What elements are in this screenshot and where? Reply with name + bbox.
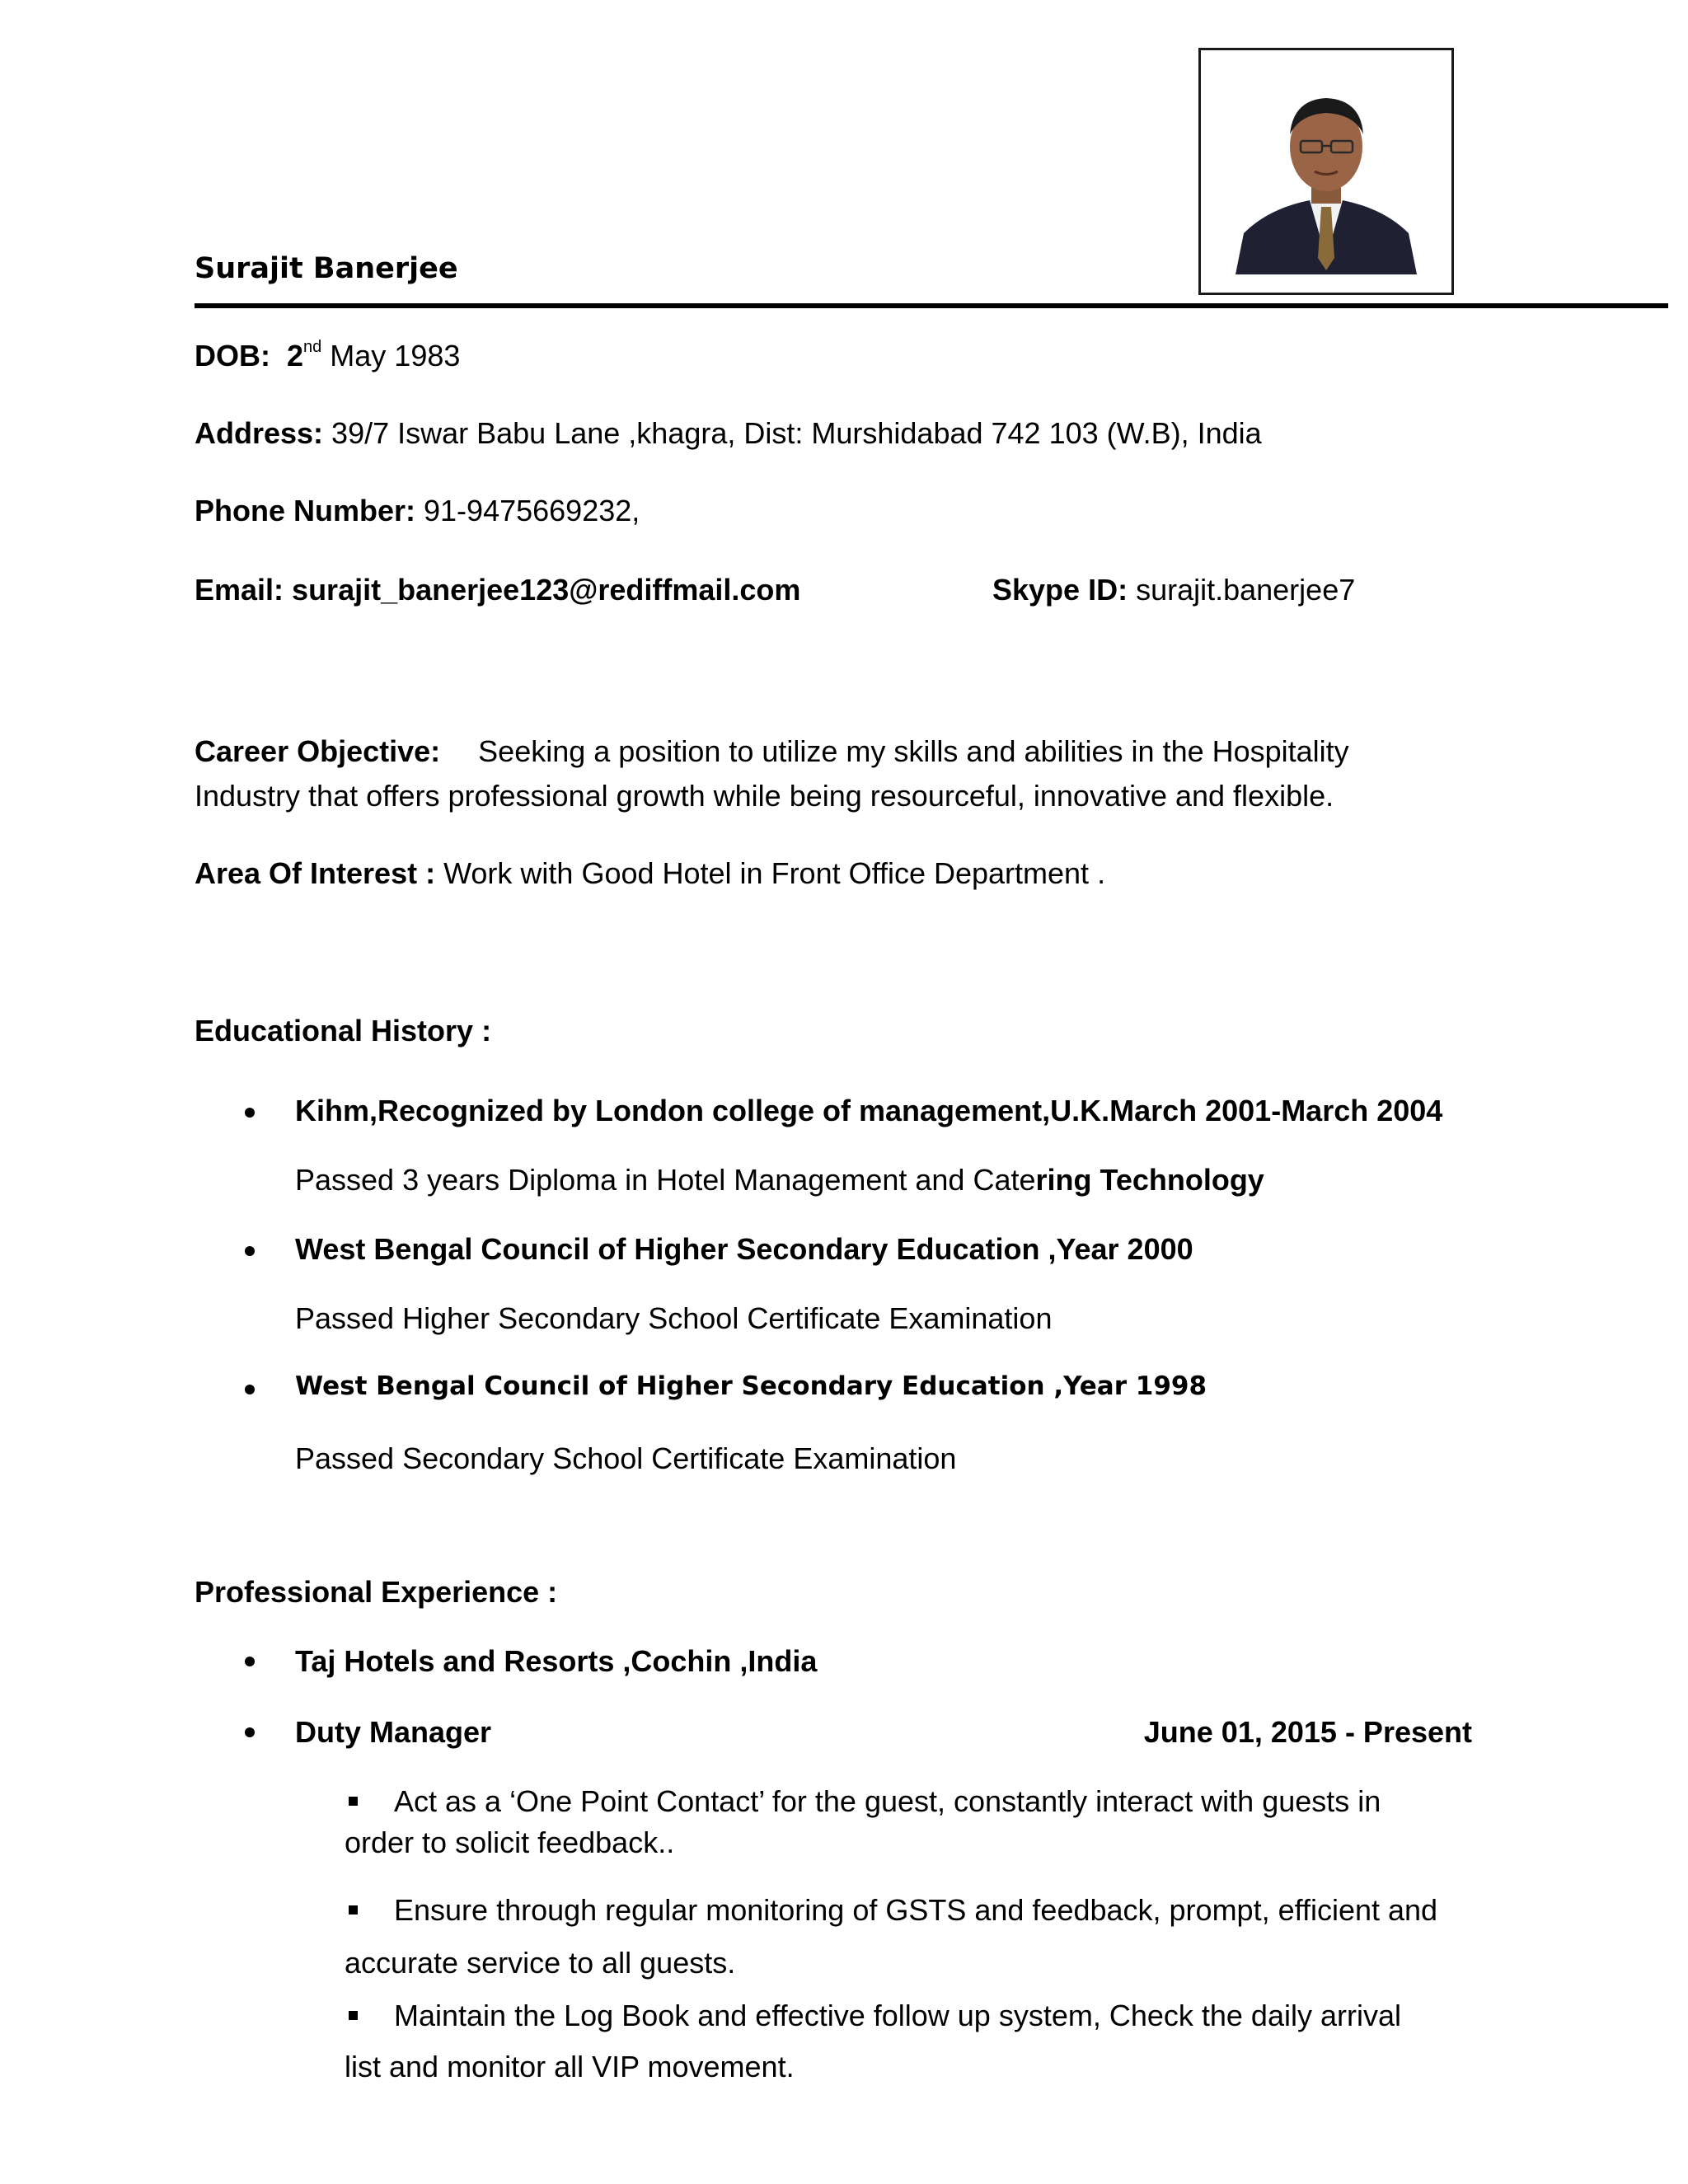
objective-label: Career Objective:: [195, 734, 441, 768]
bullet-icon: [245, 1385, 255, 1394]
bullet-icon: [245, 1657, 255, 1666]
duty-line: accurate service to all guests.: [345, 1946, 736, 1980]
education-detail-bold: ring Technology: [1035, 1163, 1264, 1197]
role-title: Duty Manager: [295, 1715, 492, 1749]
education-item-detail: Passed Higher Secondary School Certificate Examination: [295, 1301, 1053, 1335]
square-bullet-icon: [349, 1797, 358, 1806]
education-heading: Educational History :: [195, 1014, 492, 1047]
role-period: June 01, 2015 - Present: [1143, 1715, 1472, 1749]
profile-photo: [1198, 48, 1454, 295]
employer-name: Taj Hotels and Resorts ,Cochin ,India: [295, 1644, 818, 1678]
email-label: Email:: [195, 573, 284, 607]
education-item-title: West Bengal Council of Higher Secondary Education ,Year 1998: [295, 1371, 1207, 1401]
dob-label: DOB:: [195, 339, 270, 373]
skype-row: [992, 572, 1355, 608]
skype-value: surajit.banerjee7: [1128, 573, 1356, 607]
bullet-icon: [245, 1108, 255, 1118]
objective-line-1: [195, 733, 1349, 770]
education-item-detail: [295, 1162, 1264, 1198]
address-label: Address:: [195, 416, 324, 450]
duty-line: list and monitor all VIP movement.: [345, 2050, 795, 2083]
square-bullet-icon: [349, 2011, 358, 2020]
dob-day: 2: [287, 339, 304, 373]
address-row: [195, 415, 1262, 452]
duty-line: Ensure through regular monitoring of GSTS and feedback, prompt, efficient and: [394, 1893, 1438, 1927]
education-detail-regular: Passed 3 years Diploma in Hotel Management and Cate: [295, 1163, 1036, 1197]
phone-row: [195, 493, 640, 529]
experience-heading: Professional Experience :: [195, 1575, 558, 1609]
phone-value: 91-9475669232,: [415, 494, 640, 527]
email-value[interactable]: surajit_banerjee123@rediffmail.com: [284, 573, 801, 607]
dob-suffix: nd: [303, 338, 322, 356]
objective-text-1: Seeking a position to utilize my skills and abilities in the Hospitality: [478, 734, 1349, 768]
education-item-title: Kihm,Recognized by London college of management,U.K.March 2001-March 2004: [295, 1094, 1443, 1127]
duty-line: Act as a ‘One Point Contact’ for the guest, constantly interact with guests in: [394, 1784, 1381, 1818]
skype-label: Skype ID:: [992, 573, 1128, 607]
duty-line: Maintain the Log Book and effective follow up system, Check the daily arrival: [394, 1999, 1401, 2032]
phone-label: Phone Number:: [195, 494, 416, 527]
email-row: [195, 572, 800, 608]
education-item-detail: Passed Secondary School Certificate Examination: [295, 1441, 957, 1475]
square-bullet-icon: [349, 1905, 358, 1915]
dob-row: [195, 338, 460, 374]
bullet-icon: [245, 1727, 255, 1737]
education-item-title: West Bengal Council of Higher Secondary Education ,Year 2000: [295, 1232, 1193, 1266]
person-portrait-icon: [1219, 68, 1433, 274]
bullet-icon: [245, 1246, 255, 1256]
dob-value: May 1983: [321, 339, 461, 373]
duty-line: order to solicit feedback..: [345, 1825, 675, 1859]
interest-row: [195, 855, 1105, 892]
objective-text-2: Industry that offers professional growth while being resourceful, innovative and flexible.: [195, 779, 1334, 813]
interest-value: Work with Good Hotel in Front Office Department .: [435, 856, 1106, 890]
header-rule: [195, 303, 1668, 308]
interest-label: Area Of Interest :: [195, 856, 436, 890]
address-value: 39/7 Iswar Babu Lane ,khagra, Dist: Murshidabad 742 103 (W.B), India: [323, 416, 1262, 450]
candidate-name: Surajit Banerjee: [195, 252, 458, 285]
